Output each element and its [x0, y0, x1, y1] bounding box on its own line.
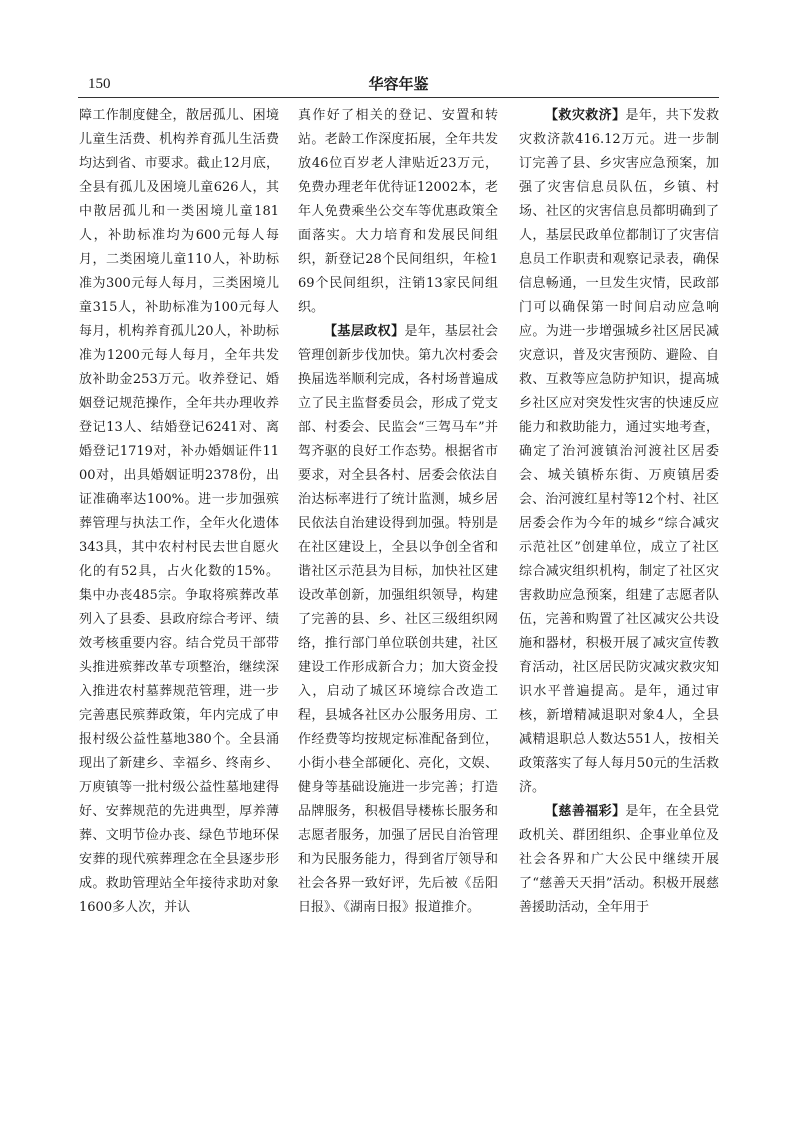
paragraph-text: 是年，共下发救灾救济款416.12万元。进一步制订完善了县、乡灾害应急预案，加强了灾害信息员队伍，乡镇、村场、社区的灾害信息员都明确到了人，基层民政单位都制订了灾害信息员工作职责和观察记录表，确保信息畅通，一旦发生灾情，民政部门可以确保第一时间启动应急响应。为进一步增强城乡社区居民减灾意识，普及灾害预防、避险、自救、互救等应急防护知识，提高城乡社区应对突发性灾害的快速反应能力和救助能力，通过实地考查，确定了治河渡镇治河渡社区居委会、城关镇桥东街、万庾镇居委会、治河渡红星村等12个村、社区居委会作为今年的城乡“综合减灾示范社区”创建单位，成立了社区综合减灾组织机构，制定了社区灾害救助应急预案，组建了志愿者队伍，完善和购置了社区减灾公共设施和器材，积极开展了减灾宣传教育活动，社区居民防灾减灾救灾知识水平普遍提高。是年，通过审核，新增精减退职对象4人，全县减精退职总人数达551人，按相关政策落实了每人每月50元的生活救济。: [519, 108, 719, 795]
text-column-1: [79, 104, 279, 1064]
paragraph-grassroots-governance: [298, 320, 498, 920]
paragraph-text: 障工作制度健全，散居孤儿、困境儿童生活费、机构养育孤儿生活费均达到省、市要求。截止12月底，全县有孤儿及困境儿童626人，其中散居孤儿和一类困境儿童181人，补助标准均为600元每人每月，二类困境儿童110人，补助标准为300元每人每月，三类困境儿童315人，补助标准为100元每人每月，机构养育孤儿20人，补助标准为1200元每人每月，全年共发放补助金253万元。收养登记、婚姻登记规范操作，全年共办理收养登记13人、结婚登记6241对、离婚登记1719对，补办婚姻证件1100对，出具婚姻证明2378份，出证准确率达100%。进一步加强殡葬管理与执法工作，全年火化遗体343具，其中农村村民去世自愿火化的有52具，占火化数的15%。集中办丧485宗。争取将殡葬改革列入了县委、县政府综合考评、绩效考核重要内容。结合党员干部带头推进殡葬改革专项整治，继续深入推进农村墓葬规范管理，进一步完善惠民殡葬政策，年内完成了申报村级公益性墓地380个。全县涌现出了新建乡、幸福乡、终南乡、万庾镇等一批村级公益性墓地建得好、安葬规范的先进典型，厚养薄葬、文明节俭办丧、绿色节地环保安葬的现代殡葬理念在全县逐步形成。救助管理站全年接待求助对象1600多人次，并认: [79, 108, 279, 915]
page-header: [78, 74, 719, 96]
paragraph-aging-continued: [298, 104, 498, 320]
text-column-2: [298, 104, 498, 1064]
paragraph-disaster-relief: [519, 104, 719, 800]
paragraph-text: 是年，基层社会管理创新步伐加快。第九次村委会换届选举顺利完成，各村场普遍成立了民主监督委员会，形成了党支部、村委会、民监会“三驾马车”并驾齐驱的良好工作态势。根据省市要求，对全县各村、居委会依法自治达标率进行了统计监测，城乡居民依法自治建设得到加强。特别是在社区建设上，全县以争创全省和谐社区示范县为目标，加快社区建设改革创新，加强组织领导，构建了完善的县、乡、社区三级组织网络，推行部门单位联创共建，社区建设工作形成新合力；加大资金投入，启动了城区环境综合改造工程，县城各社区办公服务用房、工作经费等均按规定标准配备到位，小街小巷全部硬化、亮化，文娱、健身等基础设施进一步完善；打造品牌服务，积极倡导楼栋长服务和志愿者服务，加强了居民自治管理和为民服务能力，得到省厅领导和社会各界一致好评，先后被《岳阳日报》、《湖南日报》报道推介。: [298, 324, 498, 915]
section-heading-charity-lottery: 【慈善福彩】: [545, 804, 626, 819]
paragraph-text: 是年，在全县党政机关、群团组织、企事业单位及社会各界和广大公民中继续开展了“慈善天天捐”活动。积极开展慈善援助活动，全年用于: [519, 804, 719, 915]
section-heading-disaster-relief: 【救灾救济】: [545, 108, 626, 123]
paragraph-welfare-continued: [79, 104, 279, 920]
section-heading-grassroots-governance: 【基层政权】: [324, 324, 405, 339]
paragraph-text: 真作好了相关的登记、安置和转站。老龄工作深度拓展，全年共发放46位百岁老人津贴近23万元，免费办理老年优待证12002本，老年人免费乘坐公交车等优惠政策全面落实。大力培育和发展民间组织，新登记28个民间组织，年检169个民间组织，注销13家民间组织。: [298, 108, 498, 315]
header-rule: [78, 97, 719, 98]
text-column-3: [519, 104, 719, 1064]
paragraph-charity-lottery: [519, 800, 719, 920]
page-number: 150: [88, 76, 111, 92]
book-title: 华容年鉴: [368, 75, 429, 93]
